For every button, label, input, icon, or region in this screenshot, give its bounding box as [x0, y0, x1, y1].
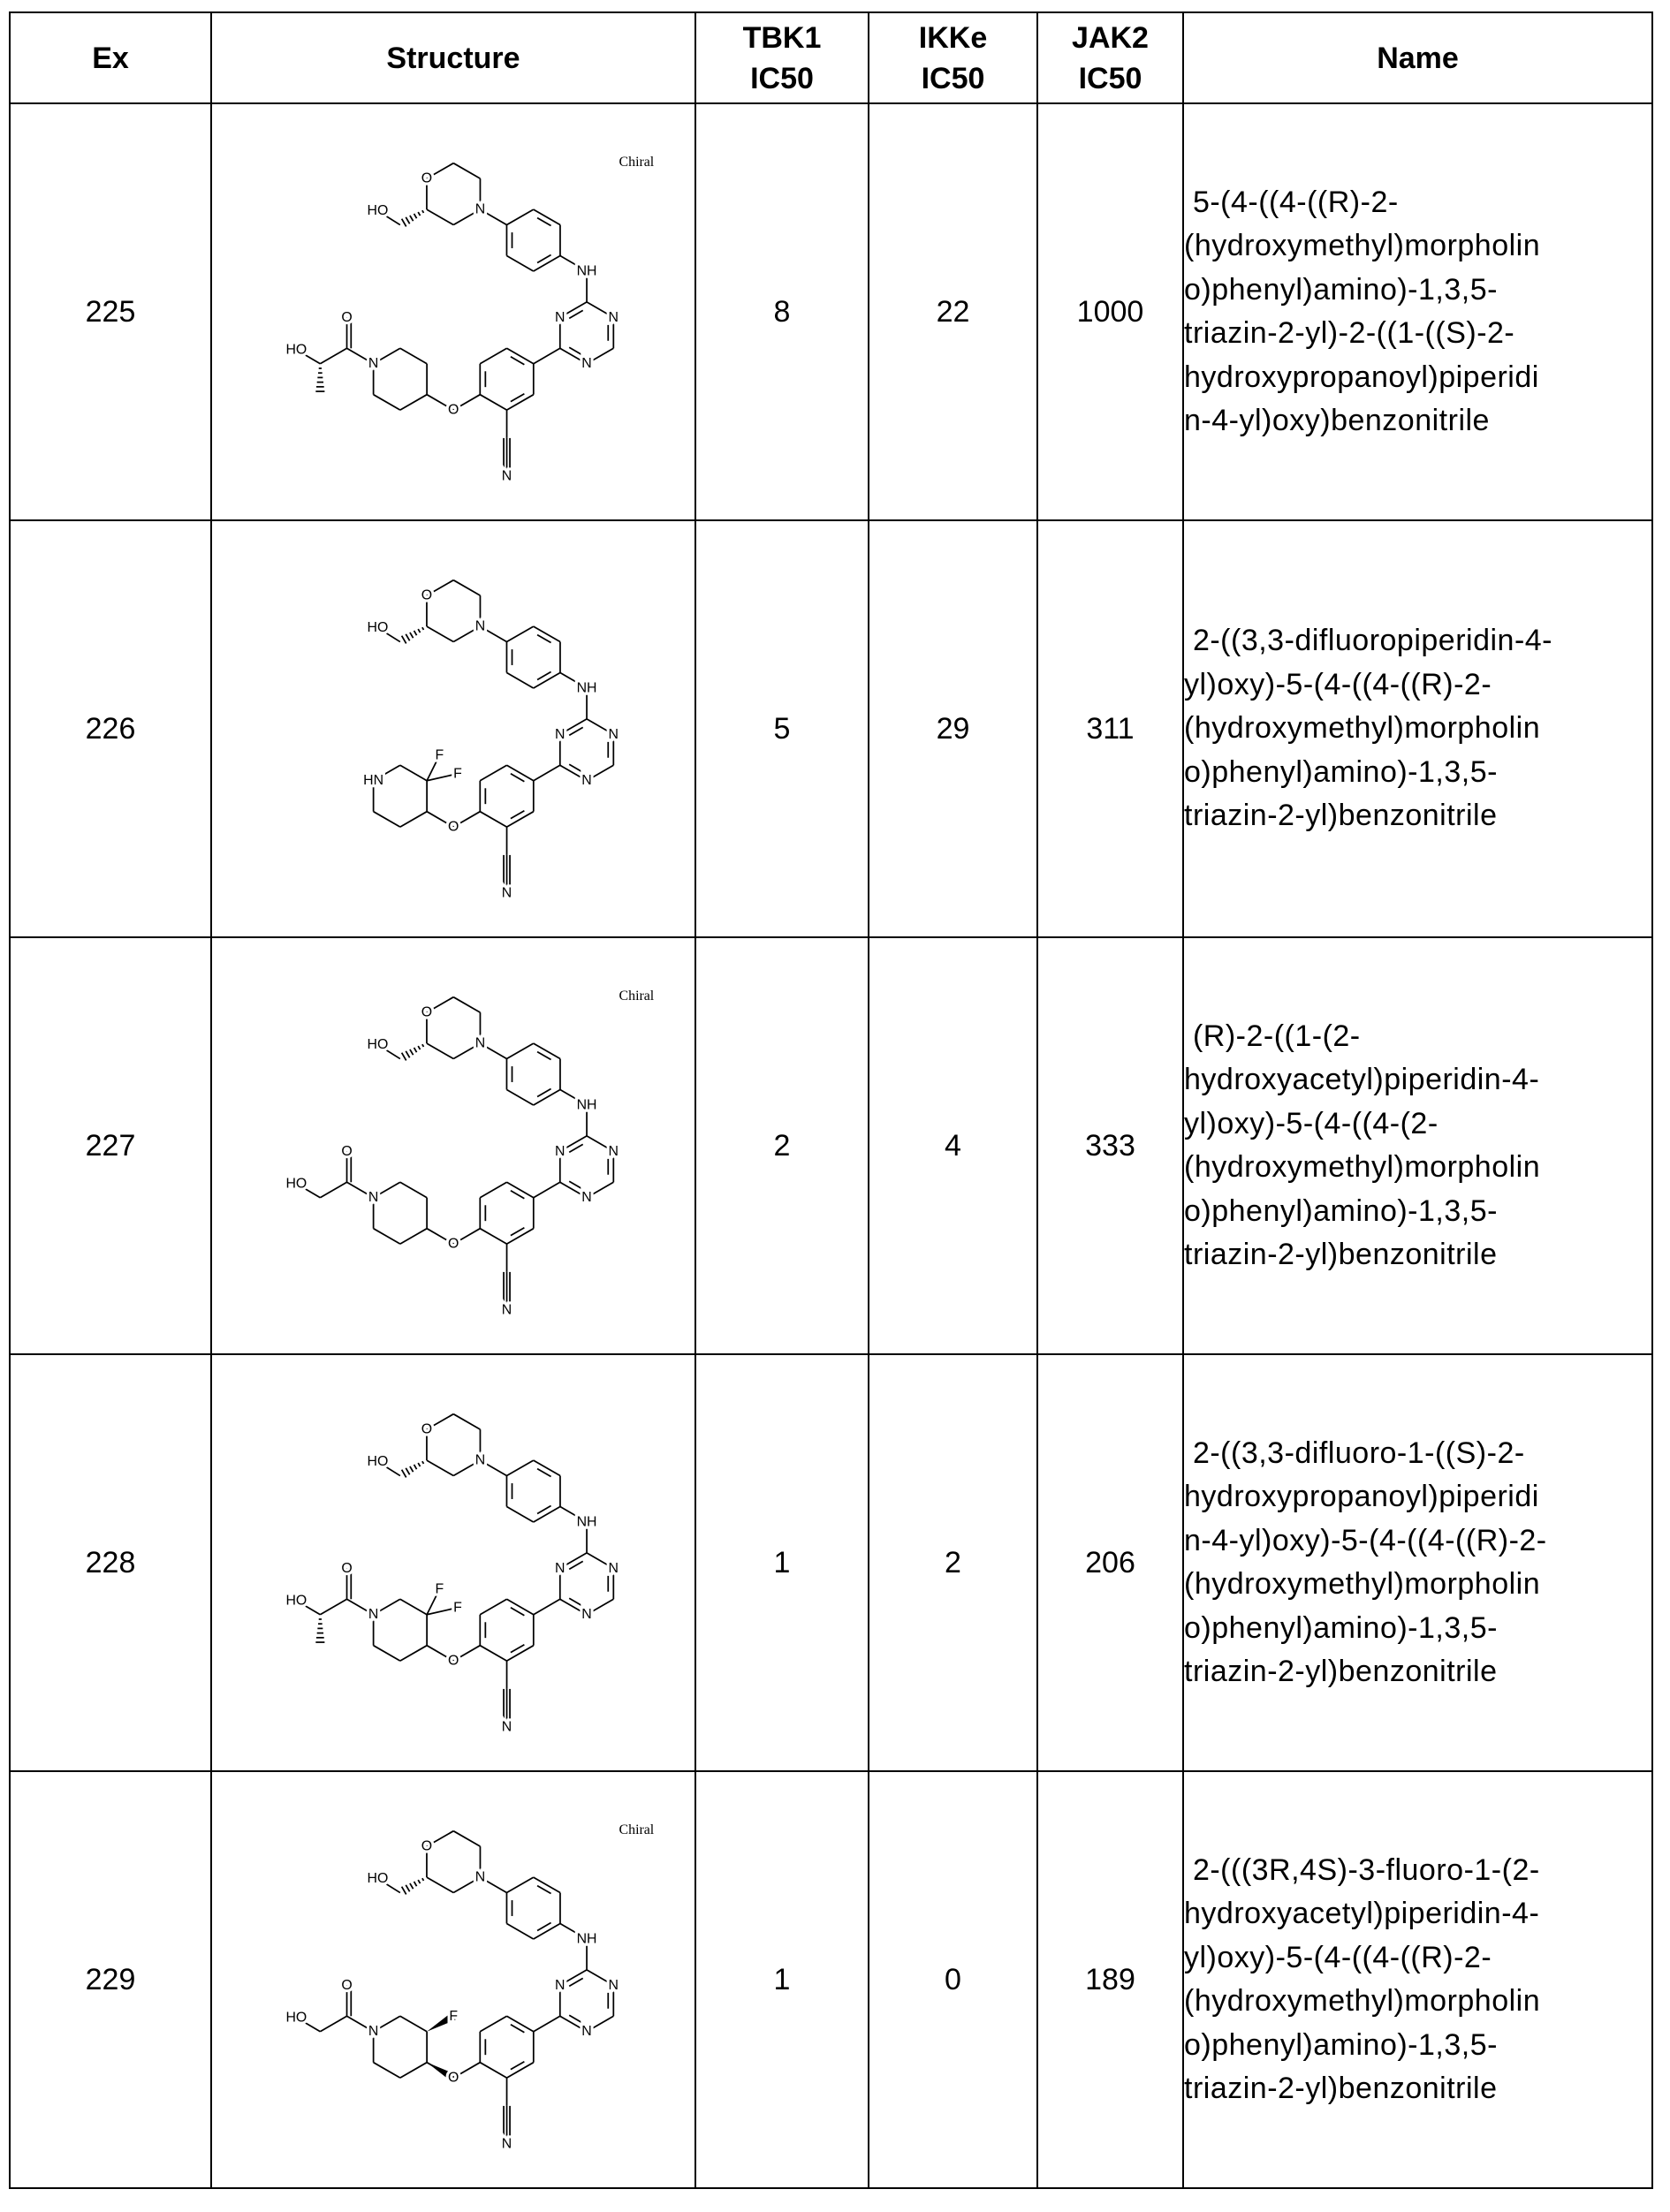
morpholine-ring-bond: [453, 1414, 480, 1429]
tbk1-ic50: 5: [695, 520, 869, 937]
structure-drawing: [212, 521, 696, 936]
compound-name-line: (hydroxymethyl)morpholin: [1184, 224, 1651, 269]
jak2-ic50: 206: [1037, 1354, 1183, 1771]
nitrile-nitrogen-label: N: [502, 885, 512, 900]
benzonitrile-ring-bond: [480, 1229, 506, 1244]
morpholine-ring-bond: [427, 626, 453, 641]
compound-name-line: o)phenyl)amino)-1,3,5-: [1184, 751, 1651, 795]
triazine-nitrogen-label: N: [581, 773, 591, 788]
fluorine-label: F: [435, 748, 444, 763]
triazine-nitrogen-label: N: [555, 1144, 565, 1159]
hydroxyl-label: HO: [368, 620, 389, 635]
phenyl-ring-bond: [506, 1923, 533, 1938]
hashed-wedge-bond: [410, 1049, 414, 1055]
phenyl-ring-bond: [506, 1506, 533, 1521]
hashed-wedge-bond: [418, 629, 420, 633]
phenyl-ring-bond: [506, 1043, 533, 1058]
compound-name: [1183, 520, 1652, 937]
ether-oxygen-label: O: [448, 1237, 459, 1252]
example-number: 226: [10, 520, 211, 937]
chiral-label: Chiral: [619, 989, 655, 1004]
bond: [534, 765, 560, 780]
bond: [534, 2016, 560, 2031]
phenyl-ring-bond: [506, 1089, 533, 1104]
nitrile-nitrogen-label: N: [502, 2136, 512, 2151]
morpholine-nitrogen-label: N: [475, 1453, 485, 1468]
morpholine-oxygen-label: O: [421, 1422, 432, 1437]
morpholine-ring-bond: [427, 1460, 453, 1475]
header-ikke-line1: IKKe: [869, 18, 1036, 58]
header-jak2-line2: IC50: [1038, 58, 1182, 99]
ikke-ic50: 22: [869, 103, 1037, 520]
piperidine-nitrogen-label: N: [368, 1607, 378, 1622]
piperidine-nitrogen-label: N: [368, 2024, 378, 2039]
morpholine-nitrogen-label: N: [475, 1870, 485, 1885]
table-row: [10, 520, 1652, 937]
amine-label: NH: [577, 1097, 597, 1112]
morpholine-nitrogen-label: N: [475, 619, 485, 634]
hashed-wedge-bond: [418, 1463, 420, 1466]
piperidine-ring-bond: [374, 2063, 400, 2078]
table-row: [10, 937, 1652, 1354]
morpholine-nitrogen-label: N: [475, 1036, 485, 1051]
tbk1-ic50: 1: [695, 1771, 869, 2188]
bond: [534, 1599, 560, 1614]
morpholine-oxygen-label: O: [421, 588, 432, 603]
carbonyl-oxygen-label: O: [341, 1561, 352, 1576]
morpholine-oxygen-label: O: [421, 171, 432, 186]
hashed-wedge-bond: [406, 634, 409, 641]
triazine-nitrogen-label: N: [581, 356, 591, 371]
structure-cell: [211, 1354, 695, 1771]
compound-name-line: triazin-2-yl)benzonitrile: [1184, 1233, 1651, 1277]
phenyl-ring-bond: [506, 209, 533, 224]
compound-name-line: n-4-yl)oxy)benzonitrile: [1184, 399, 1651, 443]
header-jak2-line1: JAK2: [1038, 18, 1182, 58]
triazine-nitrogen-label: N: [581, 1190, 591, 1205]
benzonitrile-ring-bond: [480, 812, 506, 827]
bond: [320, 1182, 346, 1197]
piperidine-ring-bond: [400, 812, 427, 827]
phenyl-ring-bond: [506, 672, 533, 687]
hydroxyl-label: HO: [285, 1176, 307, 1191]
header-ex: Ex: [10, 12, 211, 103]
compound-name-line: 2-((3,3-difluoropiperidin-4-: [1184, 619, 1651, 663]
amine-label: NH: [577, 1514, 597, 1529]
compound-name-line: (hydroxymethyl)morpholin: [1184, 1146, 1651, 1190]
header-row: [10, 12, 1652, 103]
carbonyl-oxygen-label: O: [341, 310, 352, 325]
compound-name-line: 5-(4-((4-((R)-2-: [1184, 181, 1651, 225]
nitrile-nitrogen-label: N: [502, 1302, 512, 1317]
tbk1-ic50: 2: [695, 937, 869, 1354]
example-number: 228: [10, 1354, 211, 1771]
compound-name: [1183, 1771, 1652, 2188]
triazine-nitrogen-label: N: [555, 310, 565, 325]
compound-name-line: 2-(((3R,4S)-3-fluoro-1-(2-: [1184, 1849, 1651, 1893]
piperidine-ring-bond: [374, 1229, 400, 1244]
hydroxyl-label: HO: [368, 1454, 389, 1469]
compound-name-line: o)phenyl)amino)-1,3,5-: [1184, 1190, 1651, 1234]
hydroxyl-label: HO: [368, 1871, 389, 1886]
piperidine-nitrogen-label: N: [368, 1190, 378, 1205]
header-tbk1-line1: TBK1: [696, 18, 868, 58]
hashed-wedge-bond: [422, 1878, 424, 1881]
benzonitrile-ring-bond: [480, 1646, 506, 1661]
amine-label: NH: [577, 263, 597, 278]
piperidine-ring-bond: [400, 1646, 427, 1661]
structure-drawing: [212, 938, 696, 1353]
compound-name-line: yl)oxy)-5-(4-((4-((R)-2-: [1184, 663, 1651, 708]
ether-oxygen-label: O: [448, 403, 459, 418]
chiral-label: Chiral: [619, 1822, 655, 1837]
piperidine-nitrogen-label: HN: [363, 773, 383, 788]
structure-drawing: [212, 1772, 696, 2187]
triazine-nitrogen-label: N: [609, 1144, 619, 1159]
piperidine-ring-bond: [374, 812, 400, 827]
benzonitrile-ring-bond: [480, 765, 506, 780]
hashed-wedge-bond: [402, 636, 406, 644]
carbonyl-oxygen-label: O: [341, 1978, 352, 1993]
ether-oxygen-label: O: [448, 820, 459, 835]
piperidine-ring-bond: [400, 765, 427, 780]
structure-drawing: [212, 104, 696, 519]
triazine-nitrogen-label: N: [555, 727, 565, 742]
header-ikke-line2: IC50: [869, 58, 1036, 99]
table-row: [10, 1354, 1652, 1771]
hashed-wedge-bond: [422, 1044, 424, 1047]
carbonyl-oxygen-label: O: [341, 1144, 352, 1159]
example-number: 225: [10, 103, 211, 520]
table-body: [10, 103, 1652, 2188]
compound-table: [9, 11, 1653, 2189]
benzonitrile-ring-bond: [480, 1182, 506, 1197]
morpholine-ring-bond: [453, 1831, 480, 1846]
fluorine-label: F: [453, 766, 462, 781]
piperidine-ring-bond: [400, 348, 427, 363]
compound-name-line: hydroxypropanoyl)piperidi: [1184, 1475, 1651, 1519]
jak2-ic50: 311: [1037, 520, 1183, 937]
table-row: [10, 1771, 1652, 2188]
example-number: 227: [10, 937, 211, 1354]
benzonitrile-ring-bond: [480, 395, 506, 410]
compound-name-line: (hydroxymethyl)morpholin: [1184, 1563, 1651, 1607]
hashed-wedge-bond: [414, 631, 417, 635]
ether-oxygen-label: O: [448, 2071, 459, 2086]
hashed-wedge-bond: [414, 214, 417, 218]
compound-name-line: hydroxyacetyl)piperidin-4-: [1184, 1892, 1651, 1936]
structure-cell: [211, 103, 695, 520]
hashed-wedge-bond: [414, 1882, 417, 1886]
header-jak2: [1037, 12, 1183, 103]
hashed-wedge-bond: [406, 1468, 409, 1475]
bond: [320, 2016, 346, 2031]
compound-name-line: triazin-2-yl)-2-((1-((S)-2-: [1184, 312, 1651, 356]
phenyl-ring-bond: [506, 1460, 533, 1475]
bond: [320, 348, 346, 363]
hashed-wedge-bond: [402, 219, 406, 227]
hashed-wedge-bond: [410, 1883, 414, 1889]
morpholine-ring-bond: [453, 163, 480, 178]
chiral-label: Chiral: [619, 155, 655, 170]
hashed-wedge-bond: [418, 1880, 420, 1883]
ikke-ic50: 29: [869, 520, 1037, 937]
piperidine-ring-bond: [400, 2016, 427, 2031]
hashed-wedge-bond: [418, 1046, 420, 1049]
hashed-wedge-bond: [410, 216, 414, 221]
morpholine-nitrogen-label: N: [475, 202, 485, 217]
morpholine-oxygen-label: O: [421, 1839, 432, 1854]
jak2-ic50: 189: [1037, 1771, 1183, 2188]
hashed-wedge-bond: [402, 1887, 406, 1895]
jak2-ic50: 333: [1037, 937, 1183, 1354]
phenyl-ring-bond: [506, 626, 533, 641]
morpholine-oxygen-label: O: [421, 1005, 432, 1020]
piperidine-ring-bond: [400, 1229, 427, 1244]
morpholine-ring-bond: [427, 209, 453, 224]
hashed-wedge-bond: [414, 1465, 417, 1469]
ether-oxygen-label: O: [448, 1654, 459, 1669]
fluorine-label: F: [449, 2009, 458, 2024]
example-number: 229: [10, 1771, 211, 2188]
phenyl-ring-bond: [506, 1877, 533, 1892]
benzonitrile-ring-bond: [480, 2016, 506, 2031]
hydroxyl-label: HO: [285, 342, 307, 357]
header-tbk1: [695, 12, 869, 103]
compound-name-line: (hydroxymethyl)morpholin: [1184, 1980, 1651, 2024]
structure-cell: [211, 937, 695, 1354]
piperidine-ring-bond: [400, 395, 427, 410]
hashed-wedge-bond: [406, 1885, 409, 1892]
jak2-ic50: 1000: [1037, 103, 1183, 520]
morpholine-ring-bond: [453, 997, 480, 1012]
hydroxyl-label: HO: [368, 203, 389, 218]
hashed-wedge-bond: [422, 210, 424, 213]
piperidine-ring-bond: [374, 1646, 400, 1661]
structure-drawing: [212, 1355, 696, 1770]
compound-name-line: (hydroxymethyl)morpholin: [1184, 707, 1651, 751]
fluorine-label: F: [453, 1600, 462, 1615]
hashed-wedge-bond: [422, 1461, 424, 1464]
header-structure: Structure: [211, 12, 695, 103]
compound-name: [1183, 103, 1652, 520]
bond: [534, 1182, 560, 1197]
triazine-nitrogen-label: N: [581, 1607, 591, 1622]
amine-label: NH: [577, 680, 597, 695]
header-tbk1-line2: IC50: [696, 58, 868, 99]
hashed-wedge-bond: [402, 1470, 406, 1478]
benzonitrile-ring-bond: [480, 2063, 506, 2078]
morpholine-ring-bond: [427, 1877, 453, 1892]
benzonitrile-ring-bond: [480, 348, 506, 363]
table-row: [10, 103, 1652, 520]
hashed-wedge-bond: [422, 627, 424, 630]
piperidine-ring-bond: [400, 2063, 427, 2078]
ikke-ic50: 4: [869, 937, 1037, 1354]
hashed-wedge-bond: [414, 1048, 417, 1052]
compound-name-line: o)phenyl)amino)-1,3,5-: [1184, 2024, 1651, 2068]
compound-name-line: 2-((3,3-difluoro-1-((S)-2-: [1184, 1432, 1651, 1476]
nitrile-nitrogen-label: N: [502, 468, 512, 483]
piperidine-ring-bond: [400, 1182, 427, 1197]
compound-name-line: yl)oxy)-5-(4-((4-(2-: [1184, 1102, 1651, 1147]
hashed-wedge-bond: [402, 1053, 406, 1061]
compound-name-line: n-4-yl)oxy)-5-(4-((4-((R)-2-: [1184, 1519, 1651, 1564]
header-ikke: [869, 12, 1037, 103]
tbk1-ic50: 8: [695, 103, 869, 520]
hashed-wedge-bond: [406, 1051, 409, 1058]
compound-name-line: triazin-2-yl)benzonitrile: [1184, 794, 1651, 838]
hydroxyl-label: HO: [368, 1037, 389, 1052]
compound-name-line: triazin-2-yl)benzonitrile: [1184, 1650, 1651, 1694]
hashed-wedge-bond: [410, 1466, 414, 1472]
triazine-nitrogen-label: N: [609, 310, 619, 325]
compound-name-line: hydroxyacetyl)piperidin-4-: [1184, 1058, 1651, 1102]
piperidine-ring-bond: [374, 395, 400, 410]
triazine-nitrogen-label: N: [609, 1561, 619, 1576]
bond: [534, 348, 560, 363]
tbk1-ic50: 1: [695, 1354, 869, 1771]
benzonitrile-ring-bond: [480, 1599, 506, 1614]
hashed-wedge-bond: [410, 633, 414, 638]
hashed-wedge-bond: [406, 217, 409, 224]
structure-cell: [211, 520, 695, 937]
triazine-nitrogen-label: N: [555, 1561, 565, 1576]
compound-name-line: (R)-2-((1-(2-: [1184, 1015, 1651, 1059]
piperidine-nitrogen-label: N: [368, 356, 378, 371]
hydroxyl-label: HO: [285, 2010, 307, 2025]
compound-name-line: yl)oxy)-5-(4-((4-((R)-2-: [1184, 1936, 1651, 1981]
compound-name-line: triazin-2-yl)benzonitrile: [1184, 2067, 1651, 2111]
bond: [320, 1599, 346, 1614]
nitrile-nitrogen-label: N: [502, 1719, 512, 1734]
amine-label: NH: [577, 1931, 597, 1946]
triazine-nitrogen-label: N: [581, 2024, 591, 2039]
ikke-ic50: 0: [869, 1771, 1037, 2188]
triazine-nitrogen-label: N: [609, 727, 619, 742]
hydroxyl-label: HO: [285, 1593, 307, 1608]
structure-cell: [211, 1771, 695, 2188]
triazine-nitrogen-label: N: [555, 1978, 565, 1993]
ikke-ic50: 2: [869, 1354, 1037, 1771]
hashed-wedge-bond: [418, 212, 420, 216]
compound-name-line: o)phenyl)amino)-1,3,5-: [1184, 269, 1651, 313]
fluorine-label: F: [435, 1582, 444, 1597]
compound-name: [1183, 937, 1652, 1354]
compound-name-line: hydroxypropanoyl)piperidi: [1184, 356, 1651, 400]
header-name: Name: [1183, 12, 1652, 103]
compound-name: [1183, 1354, 1652, 1771]
morpholine-ring-bond: [427, 1043, 453, 1058]
triazine-nitrogen-label: N: [609, 1978, 619, 1993]
phenyl-ring-bond: [506, 255, 533, 270]
compound-name-line: o)phenyl)amino)-1,3,5-: [1184, 1607, 1651, 1651]
morpholine-ring-bond: [453, 580, 480, 595]
piperidine-ring-bond: [400, 1599, 427, 1614]
